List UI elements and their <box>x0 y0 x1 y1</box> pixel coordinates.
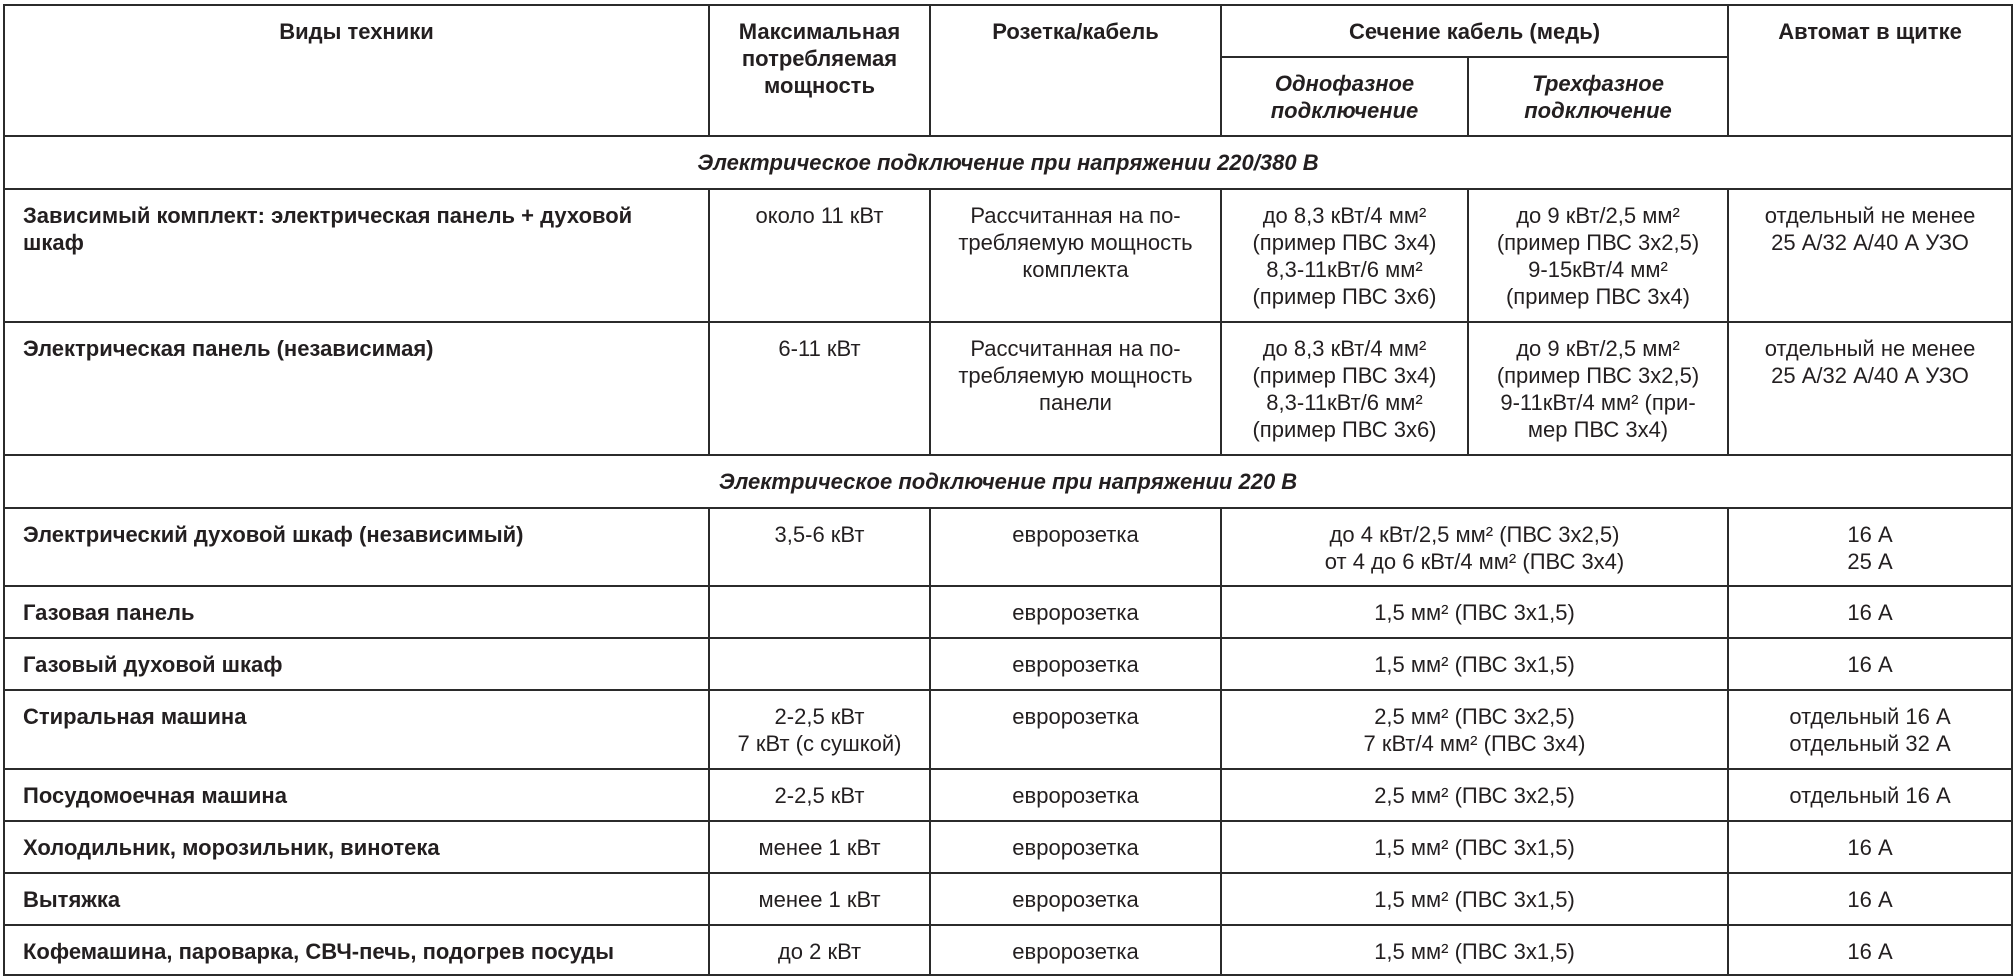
header-socket-cable: Розетка/кабель <box>930 5 1221 136</box>
cable-value: 1,5 мм² (ПВС 3х1,5) <box>1221 925 1728 975</box>
header-breaker: Автомат в щитке <box>1728 5 2012 136</box>
cable-value: 1,5 мм² (ПВС 3х1,5) <box>1221 873 1728 925</box>
table-row <box>4 821 2012 873</box>
table-row <box>4 925 2012 975</box>
power-value: 3,5-6 кВт <box>709 508 930 586</box>
breaker-value: отдельный 16 А отдельный 32 А <box>1728 690 2012 769</box>
socket-value: евророзетка <box>930 508 1221 586</box>
three-phase-value: до 9 кВт/2,5 мм² (пример ПВС 3х2,5) 9-11кВт/4 мм² (при- мер ПВС 3х4) <box>1468 322 1728 455</box>
socket-value: евророзетка <box>930 638 1221 690</box>
power-value <box>709 586 930 638</box>
appliance-name: Посудомоечная машина <box>4 769 709 821</box>
header-one-phase: Однофазное подключение <box>1221 57 1468 136</box>
section-row-220 <box>4 455 2012 508</box>
table-row <box>4 586 2012 638</box>
table-row <box>4 769 2012 821</box>
header-max-power: Максимальная потребляемая мощность <box>709 5 930 136</box>
three-phase-value: до 9 кВт/2,5 мм² (пример ПВС 3х2,5) 9-15кВт/4 мм² (пример ПВС 3х4) <box>1468 189 1728 322</box>
breaker-value: 16 А <box>1728 873 2012 925</box>
power-value: до 2 кВт <box>709 925 930 975</box>
section-title-220: Электрическое подключение при напряжении 220 В <box>4 455 2012 508</box>
power-value: 6-11 кВт <box>709 322 930 455</box>
table-row <box>4 873 2012 925</box>
appliance-name: Газовая панель <box>4 586 709 638</box>
breaker-value: отдельный не менее 25 А/32 А/40 А УЗО <box>1728 322 2012 455</box>
power-value: менее 1 кВт <box>709 873 930 925</box>
cable-value: 1,5 мм² (ПВС 3х1,5) <box>1221 821 1728 873</box>
table-row <box>4 189 2012 322</box>
header-cable-section: Сечение кабель (медь) <box>1221 5 1728 57</box>
socket-value: евророзетка <box>930 690 1221 769</box>
appliance-name: Зависимый комплект: электрическая панель + духовой шкаф <box>4 189 709 322</box>
cable-value: до 4 кВт/2,5 мм² (ПВС 3х2,5) от 4 до 6 кВт/4 мм² (ПВС 3х4) <box>1221 508 1728 586</box>
table-row <box>4 690 2012 769</box>
header-appliance-type: Виды техники <box>4 5 709 136</box>
header-three-phase: Трехфазное подключение <box>1468 57 1728 136</box>
table-row <box>4 322 2012 455</box>
cable-value: 2,5 мм² (ПВС 3х2,5) <box>1221 769 1728 821</box>
socket-value: евророзетка <box>930 873 1221 925</box>
breaker-value: 16 А <box>1728 821 2012 873</box>
breaker-value: отдельный 16 А <box>1728 769 2012 821</box>
appliance-name: Вытяжка <box>4 873 709 925</box>
breaker-value: 16 А <box>1728 925 2012 975</box>
cable-value: 1,5 мм² (ПВС 3х1,5) <box>1221 638 1728 690</box>
one-phase-value: до 8,3 кВт/4 мм² (пример ПВС 3х4) 8,3-11кВт/6 мм² (пример ПВС 3х6) <box>1221 189 1468 322</box>
table-row <box>4 508 2012 586</box>
breaker-value: 16 А 25 А <box>1728 508 2012 586</box>
breaker-value: отдельный не менее 25 А/32 А/40 А УЗО <box>1728 189 2012 322</box>
appliance-name: Газовый духовой шкаф <box>4 638 709 690</box>
appliance-name: Электрический духовой шкаф (независимый) <box>4 508 709 586</box>
power-value: около 11 кВт <box>709 189 930 322</box>
appliance-power-table <box>3 4 2013 976</box>
one-phase-value: до 8,3 кВт/4 мм² (пример ПВС 3х4) 8,3-11кВт/6 мм² (пример ПВС 3х6) <box>1221 322 1468 455</box>
socket-value: евророзетка <box>930 769 1221 821</box>
appliance-name: Кофемашина, пароварка, СВЧ-печь, подогрев посуды <box>4 925 709 975</box>
appliance-name: Стиральная машина <box>4 690 709 769</box>
breaker-value: 16 А <box>1728 638 2012 690</box>
section-row-380 <box>4 136 2012 189</box>
power-value: менее 1 кВт <box>709 821 930 873</box>
power-value: 2-2,5 кВт 7 кВт (с сушкой) <box>709 690 930 769</box>
appliance-name: Электрическая панель (независимая) <box>4 322 709 455</box>
power-value: 2-2,5 кВт <box>709 769 930 821</box>
socket-value: евророзетка <box>930 586 1221 638</box>
appliance-name: Холодильник, морозильник, винотека <box>4 821 709 873</box>
cable-value: 2,5 мм² (ПВС 3х2,5) 7 кВт/4 мм² (ПВС 3х4) <box>1221 690 1728 769</box>
section-title-380: Электрическое подключение при напряжении 220/380 В <box>4 136 2012 189</box>
socket-value: Рассчитанная на по- требляемую мощность комплекта <box>930 189 1221 322</box>
socket-value: Рассчитанная на по- требляемую мощность панели <box>930 322 1221 455</box>
socket-value: евророзетка <box>930 925 1221 975</box>
breaker-value: 16 А <box>1728 586 2012 638</box>
socket-value: евророзетка <box>930 821 1221 873</box>
cable-value: 1,5 мм² (ПВС 3х1,5) <box>1221 586 1728 638</box>
table-row <box>4 638 2012 690</box>
header-row <box>4 5 2012 57</box>
power-value <box>709 638 930 690</box>
